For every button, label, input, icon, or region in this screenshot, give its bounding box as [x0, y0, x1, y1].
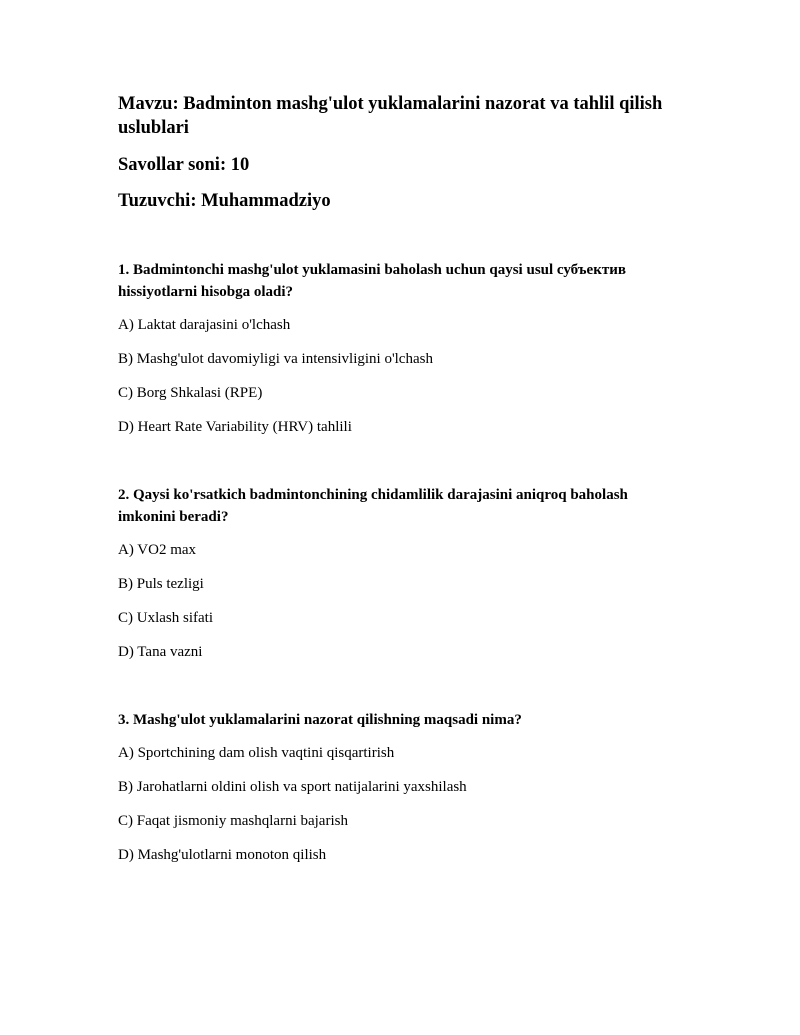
option-d: D) Tana vazni [118, 644, 203, 660]
option-b: B) Mashg'ulot davomiyligi va intensivligini o'lchash [118, 351, 433, 367]
option-c: C) Borg Shkalasi (RPE) [118, 385, 263, 401]
question-2 [118, 484, 678, 663]
document-page [118, 92, 678, 878]
option-d: D) Mashg'ulotlarni monoton qilish [118, 847, 327, 863]
author-heading: Tuzuvchi: Muhammadziyo [118, 191, 331, 211]
option-b: B) Puls tezligi [118, 576, 204, 592]
topic-heading: Mavzu: Badminton mashg'ulot yuklamalarini nazorat va tahlil qilish uslublari [118, 94, 663, 138]
option-a: A) Laktat darajasini o'lchash [118, 317, 291, 333]
question-1 [118, 259, 678, 438]
option-c: C) Faqat jismoniy mashqlarni bajarish [118, 813, 348, 829]
question-3 [118, 709, 678, 866]
option-a: A) VO2 max [118, 542, 197, 558]
option-c: C) Uxlash sifati [118, 610, 213, 626]
question-text: 3. Mashg'ulot yuklamalarini nazorat qilishning maqsadi nima? [118, 712, 522, 728]
option-a: A) Sportchining dam olish vaqtini qisqartirish [118, 745, 395, 761]
question-text: 2. Qaysi ko'rsatkich badmintonchining chidamlilik darajasini aniqroq baholash imkonini beradi? [118, 487, 628, 525]
question-text: 1. Badmintonchi mashg'ulot yuklamasini baholash uchun qaysi usul субъектив hissiyotlarni hisobga oladi? [118, 262, 626, 300]
option-b: B) Jarohatlarni oldini olish va sport natijalarini yaxshilash [118, 779, 467, 795]
question-count-heading: Savollar soni: 10 [118, 155, 250, 175]
option-d: D) Heart Rate Variability (HRV) tahlili [118, 419, 352, 435]
